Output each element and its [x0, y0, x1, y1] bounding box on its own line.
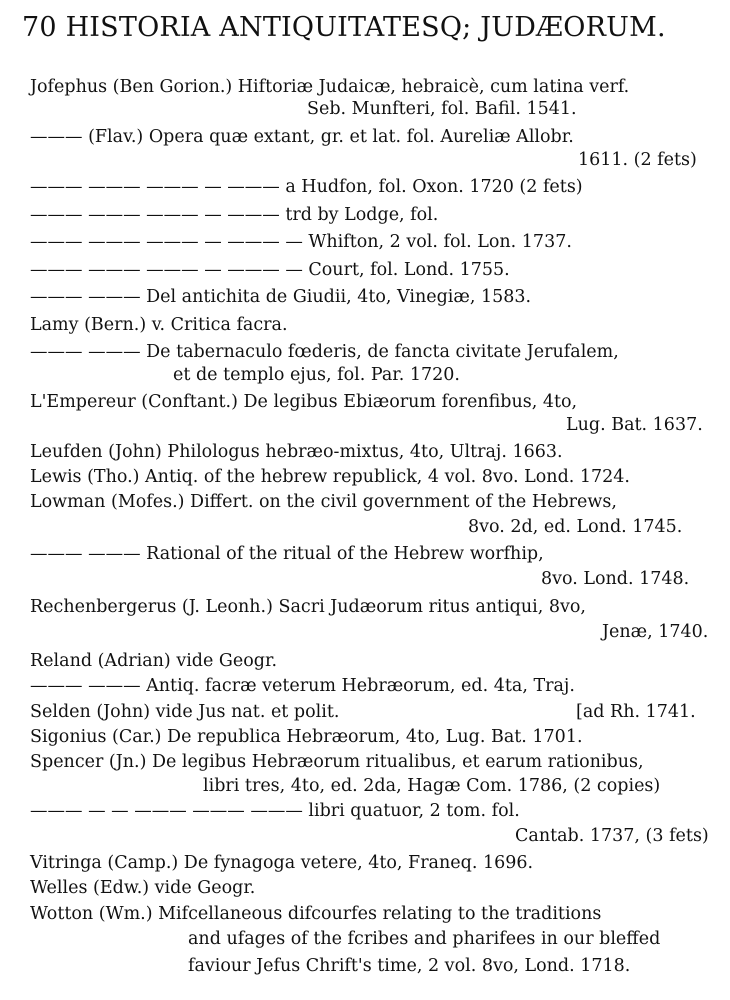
entry-line: 8vo. Lond. 1748. [541, 569, 690, 589]
entry-line: et de templo ejus, fol. Par. 1720. [173, 365, 460, 385]
entry-line: L'Empereur (Conftant.) De legibus Ebiæorum forenfibus, 4to, [30, 392, 578, 412]
entry-line: 1611. (2 fets) [578, 150, 697, 170]
entry-line: Lowman (Mofes.) Differt. on the civil government of the Hebrews, [30, 492, 617, 512]
entry-line: Leufden (John) Philologus hebræo-mixtus, 4to, Ultraj. 1663. [30, 442, 563, 462]
entry-line: Lewis (Tho.) Antiq. of the hebrew republick, 4 vol. 8vo. Lond. 1724. [30, 467, 630, 487]
entry-line: libri tres, 4to, ed. 2da, Hagæ Com. 1786, (2 copies) [203, 776, 661, 796]
entry-line: ——— ——— ——— — ——— — Court, fol. Lond. 1755. [30, 260, 510, 280]
entry-line: ——— — — ——— ——— ——— libri quatuor, 2 tom. fol. [30, 801, 520, 821]
entry-line: Vitringa (Camp.) De fynagoga vetere, 4to, Franeq. 1696. [30, 853, 534, 873]
entry-line: Rechenbergerus (J. Leonh.) Sacri Judæorum ritus antiqui, 8vo, [30, 597, 586, 617]
page-number: 70 [22, 12, 57, 43]
entry-line: Selden (John) vide Jus nat. et polit. [30, 702, 340, 722]
entry-line: ——— ——— ——— — ——— a Hudfon, fol. Oxon. 1720 (2 fets) [30, 177, 583, 197]
entry-line: Seb. Munfteri, fol. Bafil. 1541. [307, 99, 577, 119]
entry-line: Lamy (Bern.) v. Critica facra. [30, 315, 288, 335]
entry-line: ——— ——— ——— — ——— — Whifton, 2 vol. fol. Lon. 1737. [30, 232, 572, 252]
entry-line: Jenæ, 1740. [602, 622, 709, 642]
entry-line: 8vo. 2d, ed. Lond. 1745. [468, 517, 683, 537]
entry-line: Reland (Adrian) vide Geogr. [30, 651, 278, 671]
running-header [22, 12, 666, 43]
entry-line: Jofephus (Ben Gorion.) Hiftoriæ Judaicæ, hebraicè, cum latina verf. [30, 77, 630, 97]
running-title: HISTORIA ANTIQUITATESQ; JUDÆORUM. [65, 12, 666, 43]
entry-line: ——— (Flav.) Opera quæ extant, gr. et lat. fol. Aureliæ Allobr. [30, 127, 574, 147]
entry-line: faviour Jefus Chrift's time, 2 vol. 8vo, Lond. 1718. [188, 956, 631, 976]
entry-line: Spencer (Jn.) De legibus Hebræorum ritualibus, et earum rationibus, [30, 752, 644, 772]
entry-line: ——— ——— Antiq. facræ veterum Hebræorum, ed. 4ta, Traj. [30, 676, 575, 696]
entry-line: Sigonius (Car.) De republica Hebræorum, 4to, Lug. Bat. 1701. [30, 727, 583, 747]
entry-line: Wotton (Wm.) Mifcellaneous difcourfes relating to the traditions [30, 904, 602, 924]
entry-line: and ufages of the fcribes and pharifees in our bleffed [188, 929, 661, 949]
entry-line: Lug. Bat. 1637. [566, 415, 703, 435]
entry-line: ——— ——— De tabernaculo fœderis, de fancta civitate Jerufalem, [30, 342, 619, 362]
entry-line: ——— ——— Rational of the ritual of the Hebrew worfhip, [30, 544, 544, 564]
entry-line: ——— ——— Del antichita de Giudii, 4to, Vinegiæ, 1583. [30, 287, 532, 307]
entry-line: ——— ——— ——— — ——— trd by Lodge, fol. [30, 205, 439, 225]
entry-line: Welles (Edw.) vide Geogr. [30, 878, 256, 898]
entry-line: [ad Rh. 1741. [576, 702, 696, 722]
entry-line: Cantab. 1737, (3 fets) [515, 826, 709, 846]
